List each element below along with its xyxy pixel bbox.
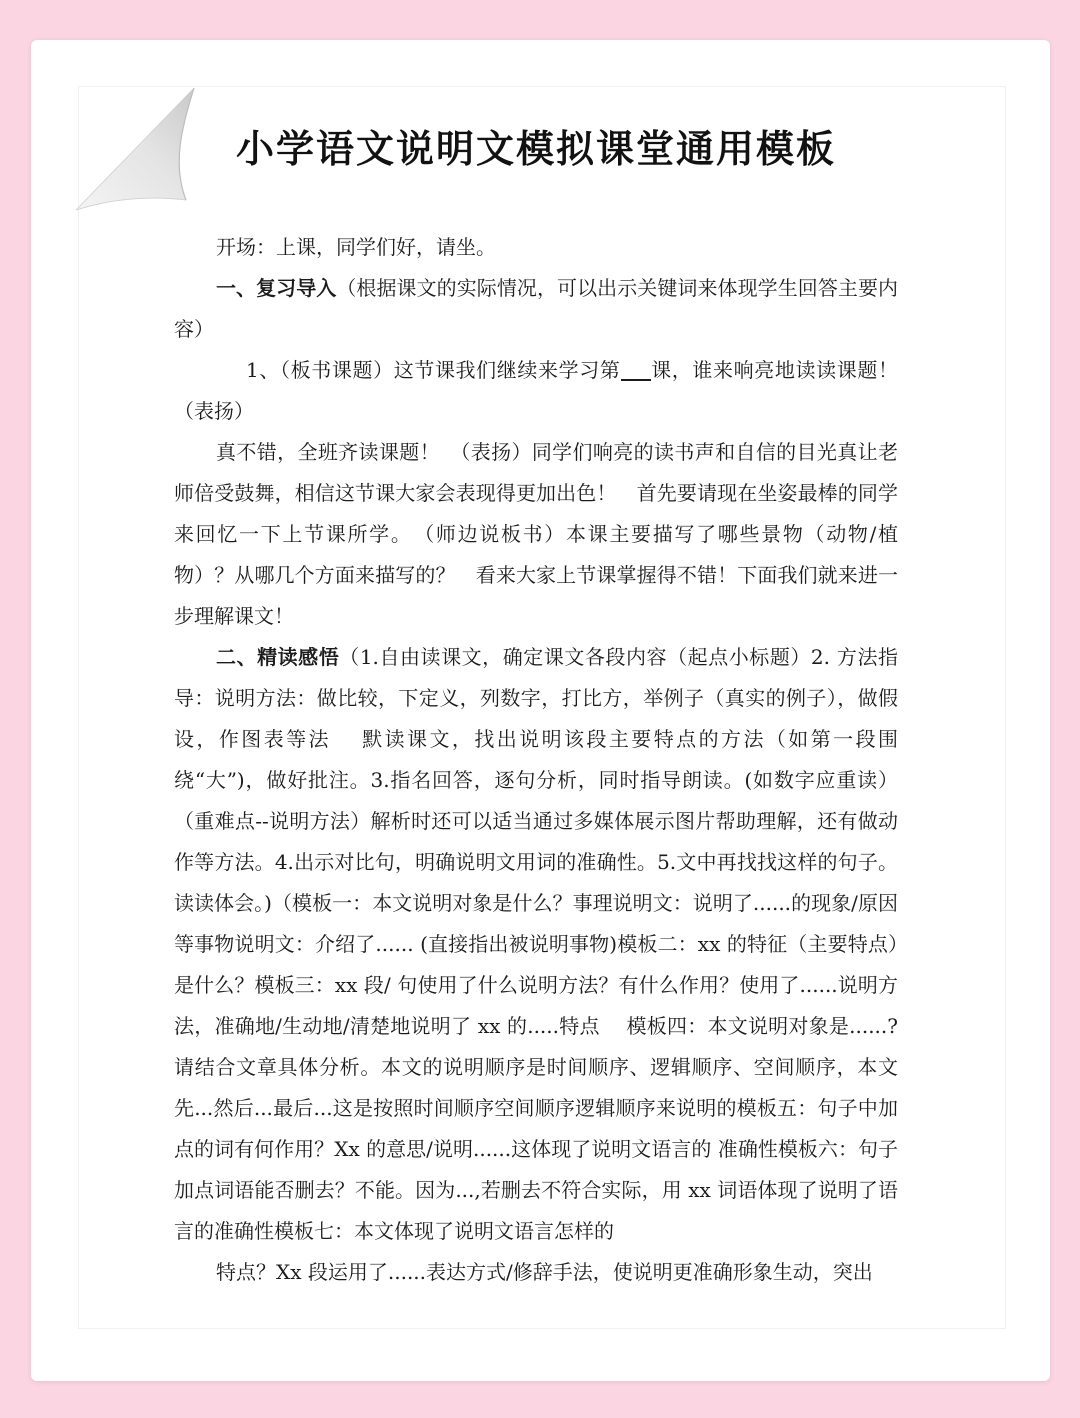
- section-heading-review: 一、复习导入: [216, 276, 337, 300]
- page-title: 小学语文说明文模拟课堂通用模板: [235, 126, 836, 171]
- item-board-title: [174, 350, 898, 432]
- section-review-intro: [174, 268, 898, 350]
- opening-paragraph: 开场：上课，同学们好，请坐。: [216, 235, 496, 259]
- section-close-reading: [174, 637, 898, 1252]
- last-line-paragraph: 特点？Xx 段运用了......表达方式/修辞手法，使说明更准确形象生动，突出: [216, 1260, 873, 1284]
- section-heading-close-reading: 二、精读感悟: [216, 645, 340, 669]
- item-board-title-after: 课，谁来响亮地读读课题！（表扬）: [174, 358, 899, 423]
- item-board-title-before: 1、（板书课题）这节课我们继续来学习第: [246, 358, 621, 382]
- section-review-text: （根据课文的实际情况，可以出示关键词来体现学生回答主要内容）: [174, 276, 899, 341]
- document-body: [174, 227, 898, 1293]
- fill-in-blank: [621, 359, 651, 381]
- section-close-reading-text: （1.自由读课文，确定课文各段内容（起点小标题）2. 方法指导：说明方法：做比较，下定义，列数字，打比方，举例子（真实的例子），做假设，作图表等法 默读课文，找出说明该段主要特点的方法（如第一段围绕“大”)，做好批注。3.指名回答，逐句分析，同时指导朗读。(如数字应重读）（重难点--说明方法）解析时还可以适当通过多媒体展示图片帮助理解，还有做动作等方法。4.出示对比句，明确说明文用词的准确性。5.文中再找找这样的句子。读读体会。)（模板一：本文说明对象是什么？事理说明文：说明了......的现象/原因等事物说明文：介绍了...... (直接指出被说明事物)模板二：xx 的特征（主要特点）是什么？模板三：xx 段/ 句使用了什么说明方法？有什么作用？使用了......说明方法，准确地/生动地/清楚地说明了 xx 的.....特点 模板四：本文说明对象是......?请结合文章具体分析。本文的说明顺序是时间顺序、逻辑顺序、空间顺序，本文先...然后...最后...这是按照时间顺序空间顺序逻辑顺序来说明的模板五：句子中加点的词有何作用？Xx 的意思/说明......这体现了说明文语言的 准确性模板六：句子加点词语能否删去？不能。因为...,若删去不符合实际，用 xx 词语体现了说明了语言的准确性模板七：本文体现了说明文语言怎样的: [174, 645, 898, 1243]
- praise-paragraph: 真不错，全班齐读课题！ （表扬）同学们响亮的读书声和自信的目光真让老师倍受鼓舞，相信这节课大家会表现得更加出色！ 首先要请现在坐姿最棒的同学来回忆一下上节课所学。 （师边说板书）本课主要描写了哪些景物（动物/植物）？从哪几个方面来描写的？ 看来大家上节课掌握得不错！下面我们就来进一步理解课文！: [174, 440, 898, 628]
